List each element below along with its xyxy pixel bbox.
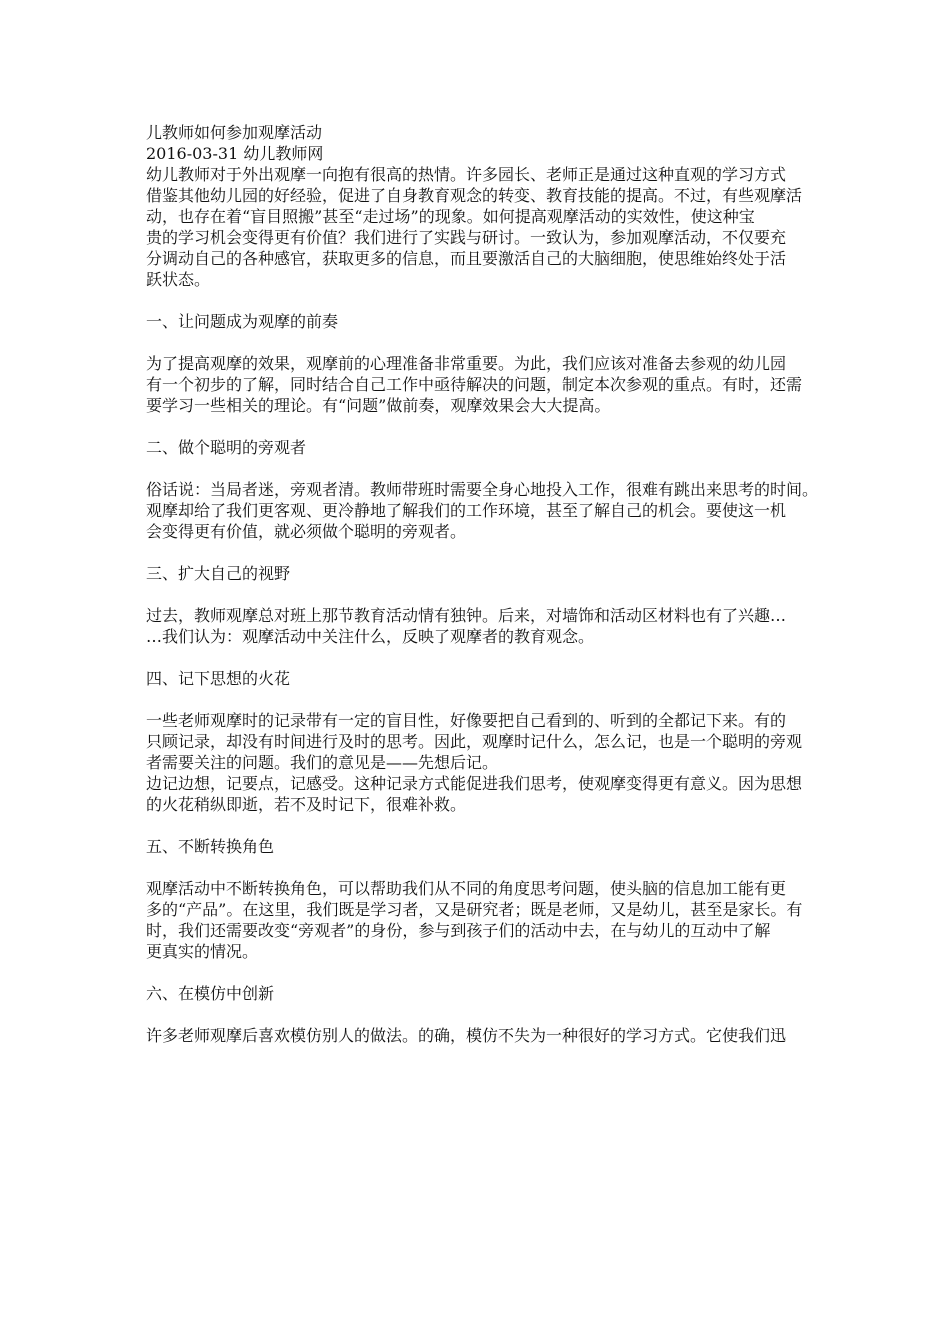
paragraph-line: 观摩活动中不断转换角色，可以帮助我们从不同的角度思考问题，使头脑的信息加工能有更 (146, 879, 787, 898)
section-heading: 四、记下思想的火花 (146, 669, 291, 688)
intro-line: 贵的学习机会变得更有价值？我们进行了实践与研讨。一致认为，参加观摩活动，不仅要充 (146, 228, 787, 247)
paragraph-line: 许多老师观摩后喜欢模仿别人的做法。的确，模仿不失为一种很好的学习方式。它使我们迅 (146, 1026, 787, 1045)
paragraph-line: 者需要关注的问题。我们的意见是——先想后记。 (146, 753, 499, 772)
paragraph-line: 多的“产品”。在这里，我们既是学习者，又是研究者；既是老师，又是幼儿，甚至是家长。有 (146, 900, 803, 919)
document-title: 儿教师如何参加观摩活动 (146, 123, 323, 142)
paragraph-line: 的火花稍纵即逝，若不及时记下，很难补救。 (146, 795, 467, 814)
section-paragraph (146, 605, 814, 647)
paragraph-line: 一些老师观摩时的记录带有一定的盲目性，好像要把自己看到的、听到的全都记下来。有的 (146, 711, 787, 730)
paragraph-line: 为了提高观摩的效果，观摩前的心理准备非常重要。为此，我们应该对准备去参观的幼儿园 (146, 354, 787, 373)
paragraph-line: 观摩却给了我们更客观、更冷静地了解我们的工作环境，甚至了解自己的机会。要使这一机 (146, 501, 787, 520)
section-paragraph (146, 1025, 814, 1046)
intro-line: 分调动自己的各种感官，获取更多的信息，而且要激活自己的大脑细胞，使思维始终处于活 (146, 249, 787, 268)
section-paragraph (146, 710, 814, 815)
section-paragraph (146, 878, 814, 962)
section-heading: 二、做个聪明的旁观者 (146, 438, 307, 457)
section-heading: 六、在模仿中创新 (146, 984, 275, 1003)
paragraph-line: 俗话说：当局者迷，旁观者清。教师带班时需要全身心地投入工作，很难有跳出来思考的时间。 (146, 480, 819, 499)
paragraph-line: …我们认为：观摩活动中关注什么，反映了观摩者的教育观念。 (146, 627, 595, 646)
section-heading: 五、不断转换角色 (146, 837, 275, 856)
intro-line: 跃状态。 (146, 270, 211, 289)
document-page (146, 122, 819, 1046)
paragraph-line: 有一个初步的了解，同时结合自己工作中亟待解决的问题，制定本次参观的重点。有时，还需 (146, 375, 803, 394)
intro-line: 动，也存在着“盲目照搬”甚至“走过场”的现象。如何提高观摩活动的实效性，使这种宝 (146, 207, 755, 226)
section-paragraph (146, 479, 819, 542)
paragraph-line: 会变得更有价值，就必须做个聪明的旁观者。 (146, 522, 467, 541)
paragraph-line: 时，我们还需要改变“旁观者”的身份，参与到孩子们的活动中去，在与幼儿的互动中了解 (146, 921, 771, 940)
intro-line: 幼儿教师对于外出观摩一向抱有很高的热情。许多园长、老师正是通过这种直观的学习方式 (146, 165, 787, 184)
paragraph-line: 边记边想，记要点，记感受。这种记录方式能促进我们思考，使观摩变得更有意义。因为思想 (146, 774, 803, 793)
paragraph-line: 过去，教师观摩总对班上那节教育活动情有独钟。后来，对墙饰和活动区材料也有了兴趣… (146, 606, 787, 625)
paragraph-line: 更真实的情况。 (146, 942, 259, 961)
section-heading: 一、让问题成为观摩的前奏 (146, 312, 339, 331)
section-paragraph (146, 353, 814, 416)
date-source-line: 2016-03-31 幼儿教师网 (146, 144, 324, 163)
paragraph-line: 要学习一些相关的理论。有“问题”做前奏，观摩效果会大大提高。 (146, 396, 611, 415)
section-heading: 三、扩大自己的视野 (146, 564, 291, 583)
intro-paragraph (146, 164, 814, 290)
intro-line: 借鉴其他幼儿园的好经验，促进了自身教育观念的转变、教育技能的提高。不过，有些观摩活 (146, 186, 803, 205)
paragraph-line: 只顾记录，却没有时间进行及时的思考。因此，观摩时记什么，怎么记，也是一个聪明的旁观 (146, 732, 803, 751)
